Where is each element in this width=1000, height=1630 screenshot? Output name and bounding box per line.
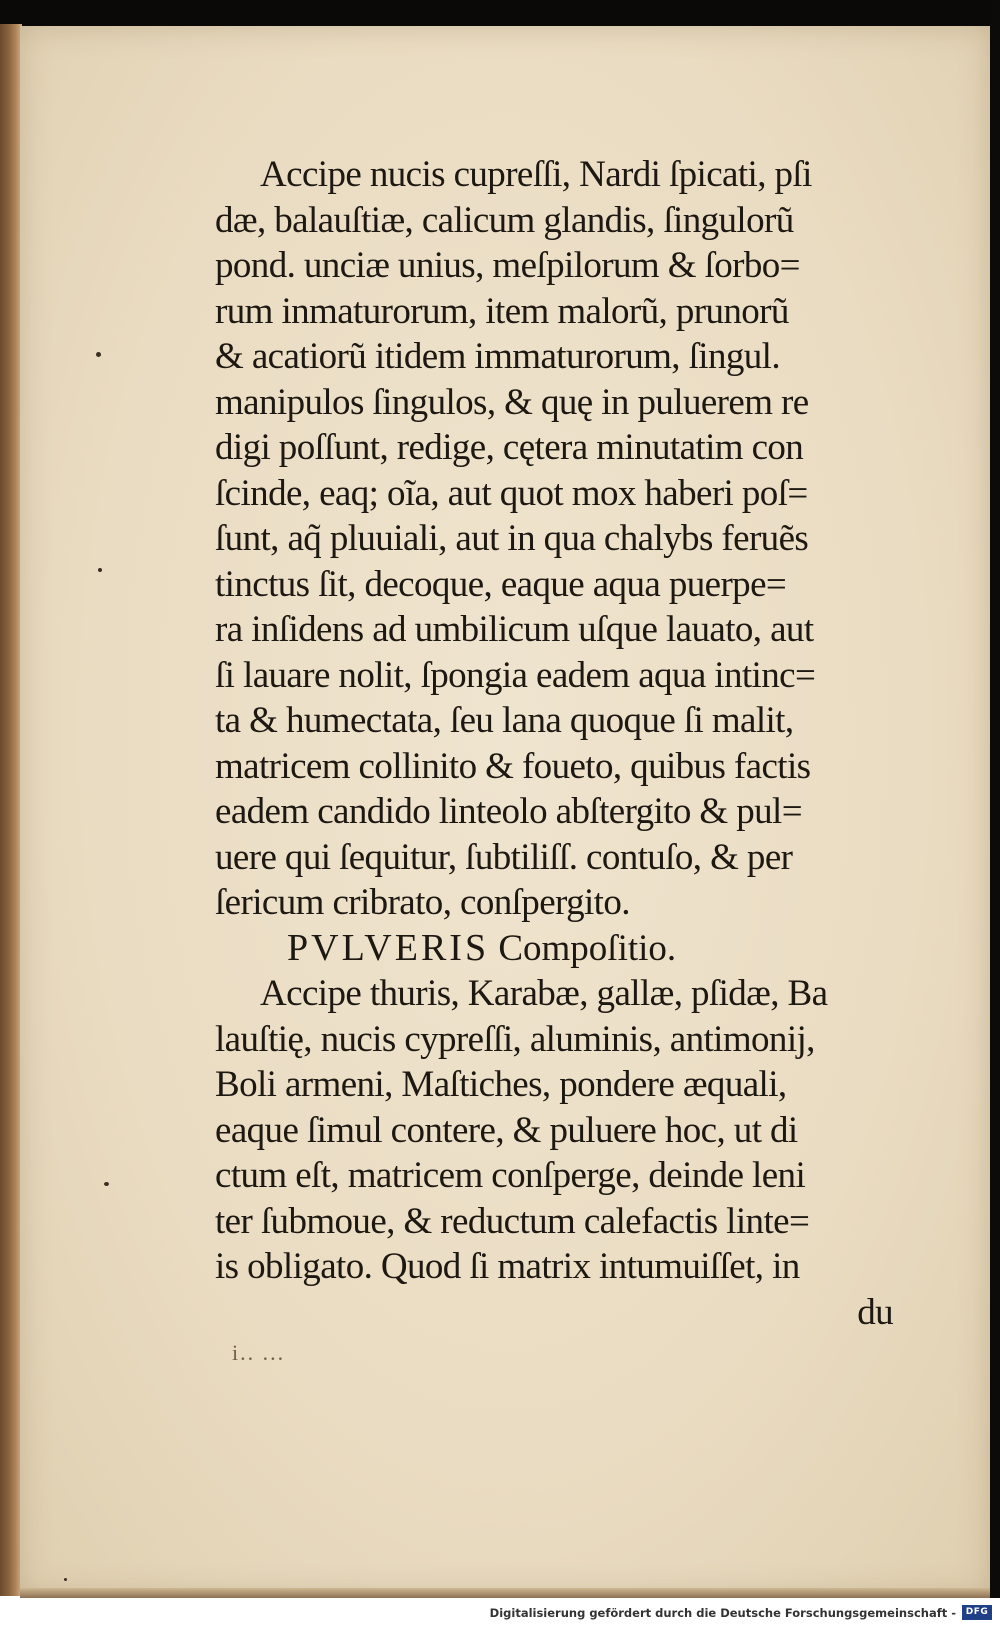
- text-line: dæ, balauſtiæ, calicum glandis, ſingulorũ: [215, 199, 794, 241]
- scan-top-border: [0, 0, 1000, 26]
- text-line: Accipe nucis cupreſſi, Nardi ſpicati, pſi: [260, 154, 812, 195]
- page-bottom-edge: [20, 1588, 995, 1598]
- text-line: ta & humectata, ſeu lana quoque ſi malit,: [215, 700, 794, 741]
- text-line: eaque ſimul contere, & puluere hoc, ut di: [215, 1109, 798, 1151]
- scan-right-border: [990, 0, 1000, 1600]
- section-heading: [215, 926, 915, 972]
- text-line: ſericum cribrato, conſpergito.: [215, 882, 630, 923]
- text-line: ter ſubmoue, & reductum calefactis linte=: [215, 1200, 810, 1242]
- text-line: uere qui ſequitur, ſubtiliſſ. contuſo, & per: [215, 836, 793, 878]
- text-line: rum inmaturorum, item malorũ, prunorũ: [215, 290, 789, 332]
- body-text: [215, 152, 915, 1335]
- section-heading-rest: Compoſitio.: [498, 927, 677, 969]
- text-line: matricem collinito & foueto, quibus factis: [215, 745, 811, 787]
- signature-mark: i.. ...: [232, 1340, 286, 1365]
- text-line: Accipe thuris, Karabæ, gallæ, pſidæ, Ba: [260, 973, 828, 1014]
- text-line: digi poſſunt, redige, cętera minutatim con: [215, 427, 804, 468]
- dfg-logo: DFG: [962, 1605, 992, 1620]
- text-line: tinctus ſit, decoque, eaque aqua puerpe=: [215, 563, 787, 605]
- margin-speck: [104, 1182, 109, 1186]
- text-line: Boli armeni, Maſtiches, pondere æquali,: [215, 1064, 787, 1105]
- text-line: eadem candido linteolo abſtergito & pul=: [215, 791, 803, 832]
- text-line: pond. unciæ unius, meſpilorum & ſorbo=: [215, 245, 800, 286]
- text-line: manipulos ſingulos, & quę in puluerem re: [215, 381, 809, 423]
- section-heading-caps: PVLVERIS: [287, 926, 490, 969]
- catchword: du: [857, 1291, 893, 1333]
- book-fore-edge: [0, 24, 22, 1596]
- text-line: ſcinde, eaq; oĩa, aut quot mox haberi poſ=: [215, 472, 808, 514]
- text-line: is obligato. Quod ſi matrix intumuiſſet, in: [215, 1246, 800, 1287]
- text-line: ra inſidens ad umbilicum uſque lauato, aut: [215, 609, 814, 650]
- margin-speck: [64, 1578, 67, 1581]
- text-line: ſunt, aq̃ pluuiali, aut in qua chalybs feruẽs: [215, 518, 809, 559]
- text-line: ctum eſt, matricem conſperge, deinde leni: [215, 1155, 806, 1196]
- text-line: ſi lauare nolit, ſpongia eadem aqua intinc=: [215, 654, 816, 696]
- footer-bar: [0, 1598, 1000, 1630]
- text-line: & acatiorũ itidem immaturorum, ſingul.: [215, 336, 780, 377]
- margin-speck: [98, 568, 102, 572]
- funding-credit: Digitalisierung gefördert durch die Deutsche Forschungsgemeinschaft -: [489, 1606, 956, 1620]
- text-line: lauſtię, nucis cypreſſi, aluminis, antimonij,: [215, 1018, 815, 1060]
- margin-speck: [96, 352, 101, 357]
